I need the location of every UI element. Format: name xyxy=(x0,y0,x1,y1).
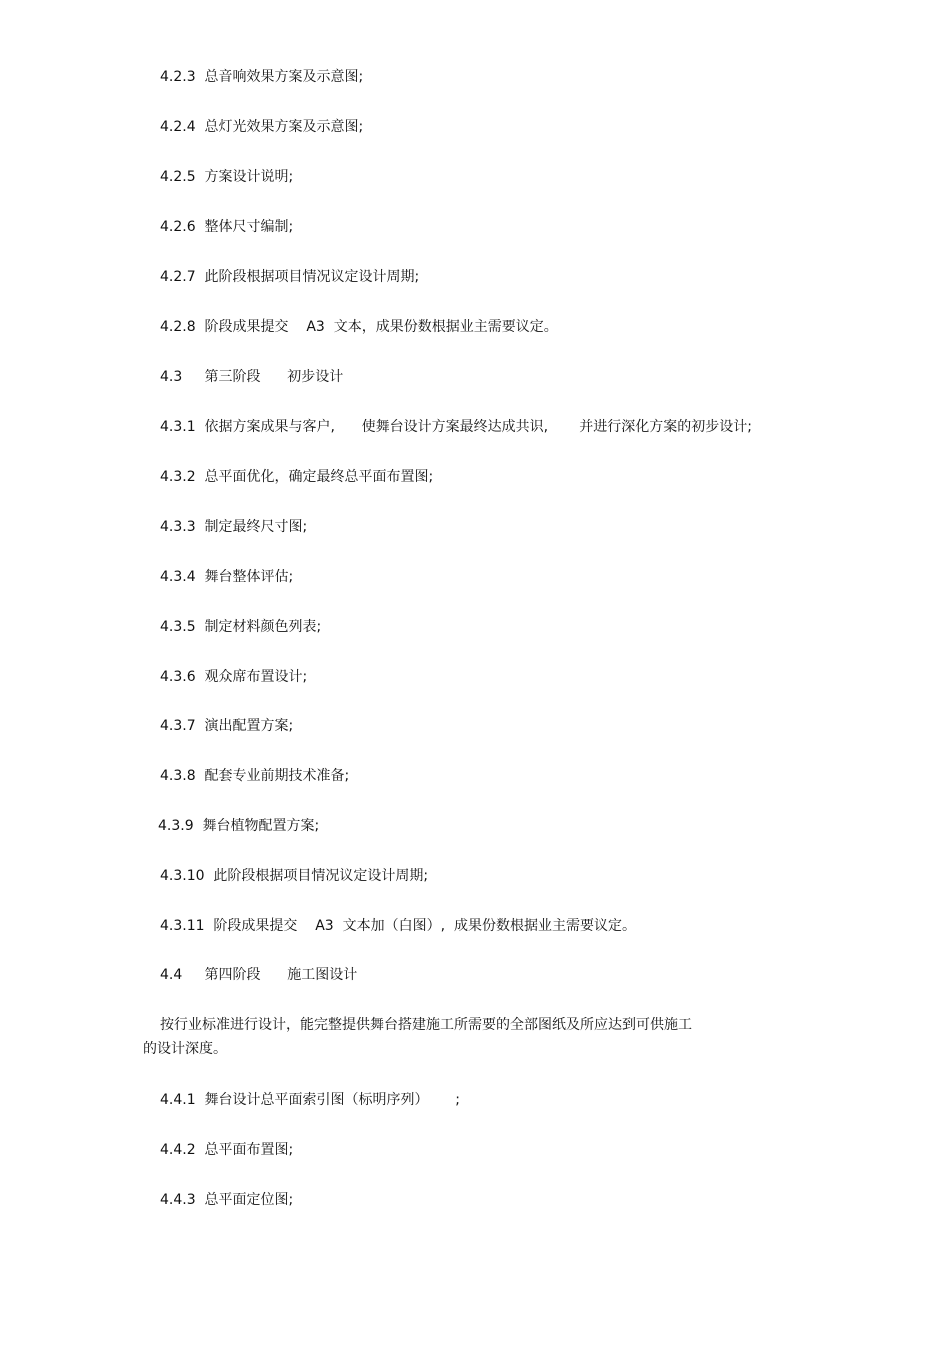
text-line: 4.3.11 阶段成果提交 A3 文本加（白图）, 成果份数根据业主需要议定。 xyxy=(160,918,636,934)
text-line: 4.2.4 总灯光效果方案及示意图; xyxy=(160,119,364,135)
section-heading: 4.3 第三阶段 初步设计 xyxy=(160,369,344,385)
text-line: 4.3.8 配套专业前期技术准备; xyxy=(160,768,350,784)
text-line: 4.2.3 总音响效果方案及示意图; xyxy=(160,69,364,85)
section-heading: 4.4 第四阶段 施工图设计 xyxy=(160,967,358,983)
text-line: 4.2.6 整体尺寸编制; xyxy=(160,219,294,235)
text-line: 4.3.9 舞台植物配置方案; xyxy=(158,818,320,834)
text-line: 4.3.4 舞台整体评估; xyxy=(160,569,294,585)
text-line: 4.3.6 观众席布置设计; xyxy=(160,669,308,685)
text-line: 4.3.7 演出配置方案; xyxy=(160,718,294,734)
text-line: 4.4.3 总平面定位图; xyxy=(160,1192,294,1208)
text-line: 4.3.2 总平面优化，确定最终总平面布置图; xyxy=(160,469,434,485)
text-line: 4.2.7 此阶段根据项目情况议定设计周期; xyxy=(160,269,420,285)
text-line: 4.4.2 总平面布置图; xyxy=(160,1142,294,1158)
text-line: 4.4.1 舞台设计总平面索引图（标明序列） ; xyxy=(160,1092,460,1108)
text-line: 4.3.1 依据方案成果与客户, 使舞台设计方案最终达成共识, 并进行深化方案的初步设计; xyxy=(160,419,752,435)
text-line: 4.3.3 制定最终尺寸图; xyxy=(160,519,308,535)
body-paragraph xyxy=(143,1013,763,1061)
text-line: 4.3.5 制定材料颜色列表; xyxy=(160,619,322,635)
paragraph-line: 按行业标准进行设计，能完整提供舞台搭建施工所需要的全部图纸及所应达到可供施工 xyxy=(160,1017,692,1033)
text-line: 4.2.5 方案设计说明; xyxy=(160,169,294,185)
paragraph-line: 的设计深度。 xyxy=(143,1041,227,1057)
text-line: 4.3.10 此阶段根据项目情况议定设计周期; xyxy=(160,868,429,884)
text-line: 4.2.8 阶段成果提交 A3 文本，成果份数根据业主需要议定。 xyxy=(160,319,558,335)
